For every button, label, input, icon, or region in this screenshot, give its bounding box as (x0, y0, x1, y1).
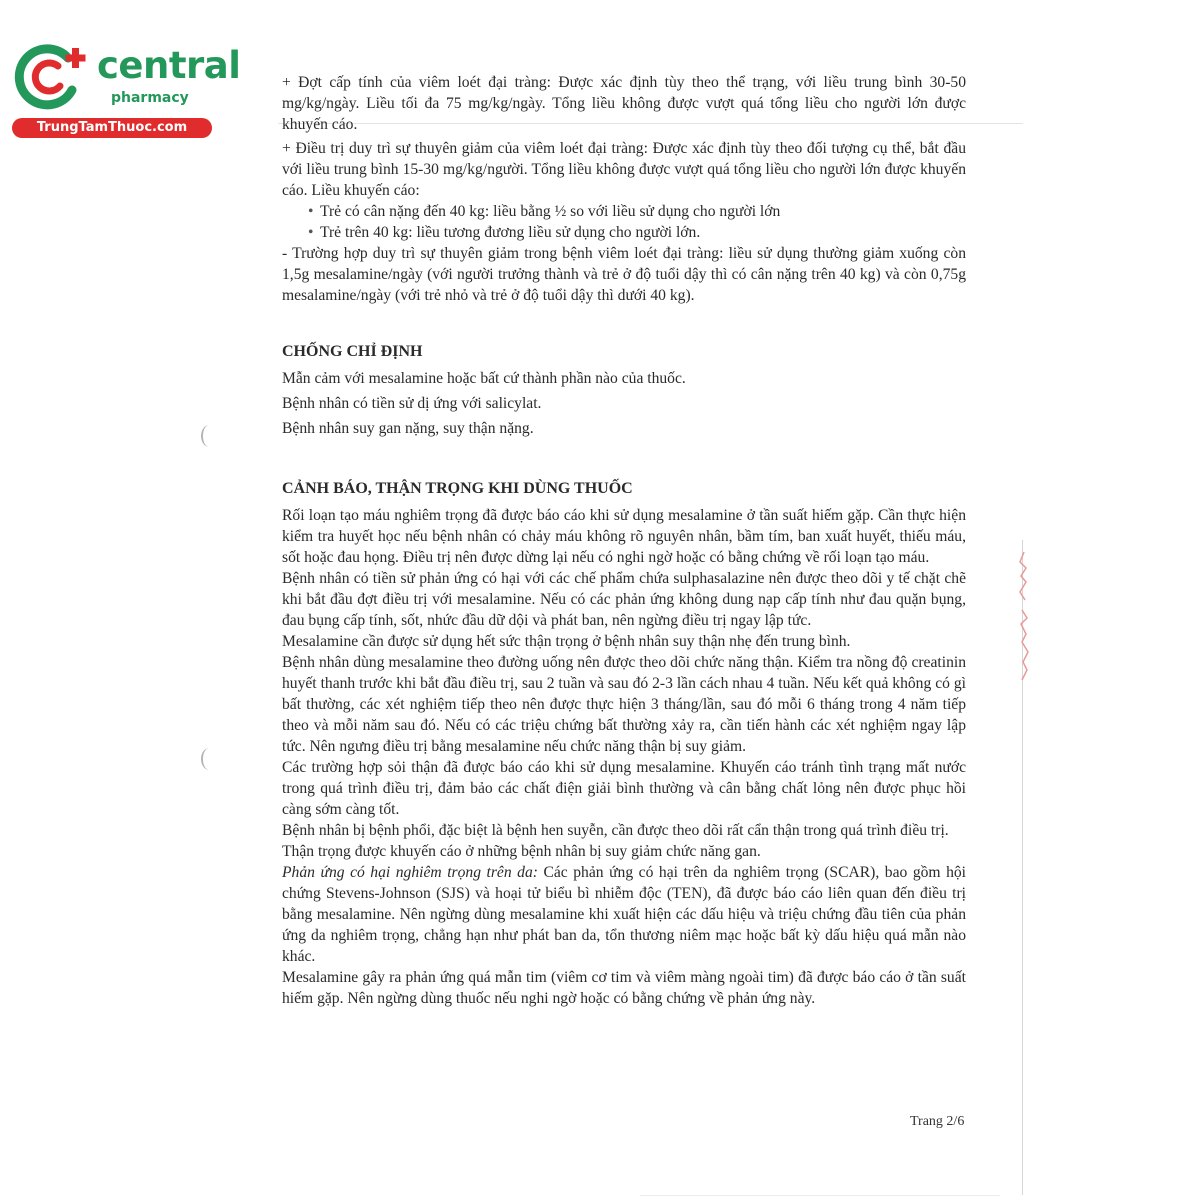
brand-name: central (97, 44, 241, 87)
paragraph: Thận trọng được khuyến cáo ở những bệnh nhân bị suy giảm chức năng gan. (282, 843, 761, 860)
paragraph: Bệnh nhân có tiền sử dị ứng với salicylat. (282, 395, 542, 412)
brand-website[interactable]: TrungTamThuoc.com (12, 118, 212, 138)
paragraph: Mesalamine gây ra phản ứng quá mẫn tim (viêm cơ tim và viêm màng ngoài tim) đã được báo cáo ở tần suất hiếm gặp. Nên ngừng dùng thuốc nếu nghi ngờ hoặc có bằng chứng về phản ứng này. (282, 969, 966, 1007)
list-item: • Trẻ có cân nặng đến 40 kg: liều bằng ½ so với liều sử dụng cho người lớn (308, 203, 781, 220)
pharmacy-cross-icon (10, 38, 90, 118)
paragraph: Bệnh nhân suy gan nặng, suy thận nặng. (282, 420, 534, 437)
paragraph: + Đợt cấp tính của viêm loét đại tràng: Được xác định tùy theo thể trạng, với liều trung bình 30-50 mg/kg/ngày. Liều tối đa 75 mg/kg/ngày. Tổng liều không được vượt quá tổng liều cho người lớn được khuyến cáo. (282, 74, 966, 133)
brand-logo[interactable] (10, 38, 241, 138)
list-item: • Trẻ trên 40 kg: liều tương đương liều sử dụng cho người lớn. (308, 224, 701, 241)
punch-hole-mark (201, 748, 217, 770)
paragraph: - Trường hợp duy trì sự thuyên giảm trong bệnh viêm loét đại tràng: liều sử dụng thường giảm xuống còn 1,5g mesalamine/ngày (với người trưởng thành và trẻ ở độ tuổi dậy thì có cân nặng trên 40 kg) và còn 0,75g mesalamine/ngày (với trẻ nhỏ và trẻ ở độ tuổi dậy thì dưới 40 kg). (282, 245, 966, 304)
bullet-icon: • (308, 224, 314, 241)
paragraph: Bệnh nhân dùng mesalamine theo đường uống nên được theo dõi chức năng thận. Kiểm tra nồng độ creatinin huyết thanh trước khi bắt đầu điều trị, sau 2 tuần và sau đó 2-3 lần cách nhau 4 tuần. Nếu kết quả không có gì bất thường, các xét nghiệm tiếp theo nên được thực hiện 3 tháng/lần, sau đó mỗi 6 tháng trong 4 năm tiếp theo và mỗi năm sau đó. Nếu có các triệu chứng bất thường xảy ra, cần tiến hành các xét nghiệm ngay lập tức. Nên ngưng điều trị bằng mesalamine nếu chức năng thận bị suy giảm. (282, 654, 966, 755)
paragraph (282, 862, 966, 967)
brand-tagline: pharmacy (111, 90, 189, 106)
section-heading-warnings: CẢNH BÁO, THẬN TRỌNG KHI DÙNG THUỐC (282, 480, 633, 497)
divider (640, 1195, 1000, 1196)
paragraph: + Điều trị duy trì sự thuyên giảm của viêm loét đại tràng: Được xác định tùy theo đối tượng cụ thể, bắt đầu với liều trung bình 15-30 mg/kg/người. Tổng liều không được vượt quá tổng liều cho người lớn được khuyến cáo. Liều khuyến cáo: (282, 140, 966, 199)
section-heading-contraindications: CHỐNG CHỈ ĐỊNH (282, 343, 423, 360)
paragraph: Mẫn cảm với mesalamine hoặc bất cứ thành phần nào của thuốc. (282, 370, 686, 387)
paragraph: Bệnh nhân có tiền sử phản ứng có hại với các chế phẩm chứa sulphasalazine nên được theo dõi y tế chặt chẽ khi bắt đầu đợt điều trị với mesalamine. Nếu có các phản ứng không dung nạp cấp tính như đau quặn bụng, đau bụng cấp tính, sốt, nhức đầu dữ dội và phát ban, nên ngừng điều trị ngay lập tức. (282, 570, 966, 629)
punch-hole-mark (201, 425, 217, 447)
skin-reaction-label: Phản ứng có hại nghiêm trọng trên da: (282, 864, 538, 881)
paragraph: Bệnh nhân bị bệnh phổi, đặc biệt là bệnh hen suyễn, cần được theo dõi rất cẩn thận trong quá trình điều trị. (282, 822, 949, 839)
skin-reaction-text: Các phản ứng có hại trên da nghiêm trọng (SCAR), bao gồm hội chứng Stevens-Johnson (SJS) và hoại tử biểu bì nhiễm độc (TEN), đã được báo cáo liên quan đến điều trị bằng mesalamine. Nên ngừng dùng mesalamine khi xuất hiện các dấu hiệu và triệu chứng đầu tiên của phản ứng da nghiêm trọng, chẳng hạn như phát ban da, tổn thương niêm mạc hoặc bất kỳ dấu hiệu quá mẫn nào khác. (282, 864, 966, 965)
paragraph: Rối loạn tạo máu nghiêm trọng đã được báo cáo khi sử dụng mesalamine ở tần suất hiếm gặp. Cần thực hiện kiểm tra huyết học nếu bệnh nhân có chảy máu không rõ nguyên nhân, bầm tím, ban xuất huyết, thiếu máu, sốt hoặc đau họng. Điều trị nên được dừng lại nếu có nghi ngờ hoặc có bằng chứng về rối loạn tạo máu. (282, 507, 966, 566)
document-body (282, 72, 966, 1009)
bullet-icon: • (308, 203, 314, 220)
page-number: Trang 2/6 (910, 1114, 965, 1129)
paragraph: Các trường hợp sỏi thận đã được báo cáo khi sử dụng mesalamine. Khuyến cáo tránh tình trạng mất nước trong quá trình điều trị, đảm bảo các chất điện giải bình thường và cân bằng chất lỏng nên được phục hồi càng sớm càng tốt. (282, 759, 966, 818)
red-stamp-mark (1010, 550, 1038, 700)
paragraph: Mesalamine cần được sử dụng hết sức thận trọng ở bệnh nhân suy thận nhẹ đến trung bình. (282, 633, 851, 650)
